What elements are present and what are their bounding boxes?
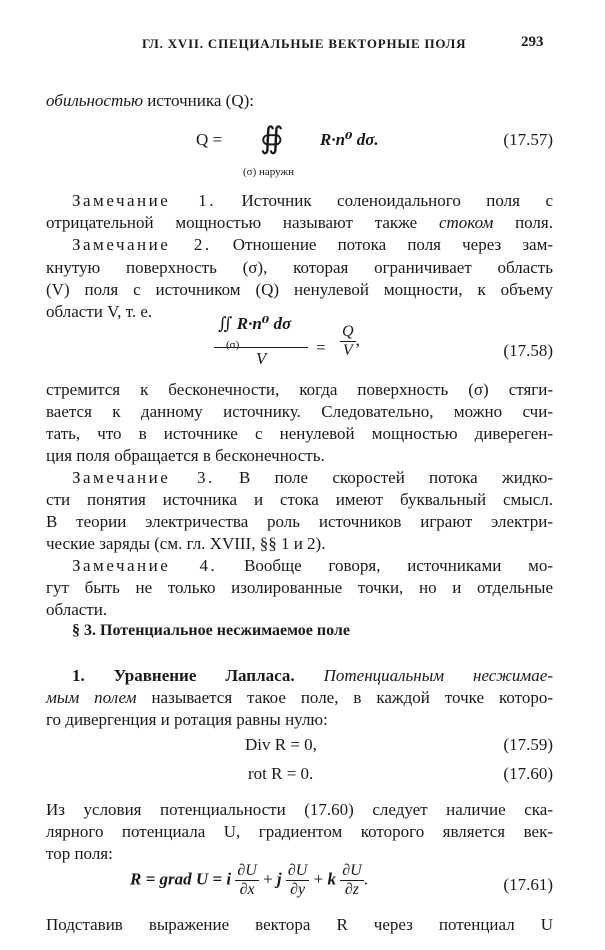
term-potential-incompressible: мым полем <box>46 688 137 707</box>
laplace-line2: мым полем называется такое поле, в каждой точке которо- <box>46 688 553 707</box>
eq59: Div R = 0, <box>245 735 317 754</box>
remark2-line4: области V, т. е. <box>46 302 153 321</box>
intro-word: обильностью <box>46 91 143 110</box>
eq57-number: (17.57) <box>503 130 553 149</box>
p58-line2: вается к данному источнику. Следовательно, можно счи- <box>46 402 553 421</box>
last-line: Подставив выражение вектора R через потенциал U <box>46 915 553 934</box>
remark4-line1: Замечание 4. Вообще говоря, источниками мо- <box>72 556 553 575</box>
remark2-line1: Замечание 2. Отношение потока поля через зам- <box>72 235 553 254</box>
remark3-line3: В теории электричества роль источников играют электри- <box>46 512 553 531</box>
p58-line4: ция поля обращается в бесконечность. <box>46 446 325 465</box>
p60-line1: Из условия потенциальности (17.60) следует наличие ска- <box>46 800 553 819</box>
eq57-lhs: Q = <box>196 130 223 149</box>
page-number: 293 <box>521 34 544 50</box>
remark4-line3: области. <box>46 600 108 619</box>
remark1-label: Замечание 1. <box>72 191 217 210</box>
eq61: R = grad U = i $\frac{\partial U}{\partial x}$ + j $\frac{\partial U}{\partial y}$ + k $\frac{\partial U}{\partial z}$ . <box>130 862 368 898</box>
remark1-line2: отрицательной мощностью называют также стоком поля. <box>46 213 553 232</box>
eq60-number: (17.60) <box>503 764 553 783</box>
eq58-rhs-fraction: $\frac{Q}{V}$ <box>342 323 354 359</box>
eq58-integrand: R·n⁰ dσ <box>236 314 292 333</box>
intro-rest: источника (Q): <box>142 91 254 110</box>
running-header: ГЛ. XVII. СПЕЦИАЛЬНЫЕ ВЕКТОРНЫЕ ПОЛЯ <box>142 36 467 51</box>
remark2-label: Замечание 2. <box>72 235 212 254</box>
eq61-dudz: $\frac{\partial U}{\partial z}$ <box>342 862 362 898</box>
laplace-line1: 1. Уравнение Лапласа. Потенциальным несжимае- <box>72 666 553 685</box>
eq57-integrand: R·n⁰ dσ. <box>320 130 379 149</box>
eq58-equals: = <box>316 338 326 357</box>
laplace-line3: го дивергенция и ротация равны нулю: <box>46 710 328 729</box>
remark2-line2: кнутую поверхность (σ), которая ограничивает область <box>46 258 553 277</box>
eq58-rhs: $\frac{Q}{V}$ , <box>342 323 360 359</box>
eq61-lhs: R = grad U = <box>130 869 223 889</box>
eq58-den: V <box>256 349 267 368</box>
remark3-label: Замечание 3. <box>72 468 215 487</box>
eq61-number: (17.61) <box>503 875 553 894</box>
remark4-label: Замечание 4. <box>72 556 218 575</box>
eq58-integral: ∬ <box>218 314 233 333</box>
intro-line <box>46 89 254 113</box>
remark3-line4: ческие заряды (см. гл. XVIII, §§ 1 и 2). <box>46 534 326 553</box>
remark1-line1: Замечание 1. Источник соленоидального поля с <box>72 191 554 210</box>
remark2-line3: (V) поля с источником (Q) ненулевой мощности, к объему <box>46 280 553 299</box>
p60-line2: лярного потенциала U, градиентом которого является век- <box>46 822 553 841</box>
remark4-line2: гут быть не только изолированные точки, но и отдельные <box>46 578 553 597</box>
section-heading: § 3. Потенциальное несжимаемое поле <box>72 622 350 639</box>
p58-line3: тать, что в источнике с ненулевой мощностью дивереген- <box>46 424 553 443</box>
eq58-sub: (σ) <box>226 339 240 351</box>
eq61-dudx: $\frac{\partial U}{\partial x}$ <box>237 862 257 898</box>
remark3-line2: сти понятия источника и стока имеют буквальный смысл. <box>46 490 553 509</box>
remark3-line1: Замечание 3. В поле скоростей потока жидко- <box>72 468 553 487</box>
term-stok: стоком <box>438 213 494 232</box>
eq60: rot R = 0. <box>248 764 314 783</box>
laplace-heading: 1. Уравнение Лапласа. <box>72 666 295 685</box>
eq59-number: (17.59) <box>503 735 553 754</box>
p60-line3: тор поля: <box>46 844 113 863</box>
eq57-integral: ∯ <box>260 122 284 155</box>
eq58-number: (17.58) <box>503 341 553 360</box>
eq61-dudy: $\frac{\partial U}{\partial y}$ <box>287 862 308 898</box>
p58-line1: стремится к бесконечности, когда поверхность (σ) стяги- <box>46 380 553 399</box>
eq57-limits: (σ) наружн <box>243 166 294 178</box>
